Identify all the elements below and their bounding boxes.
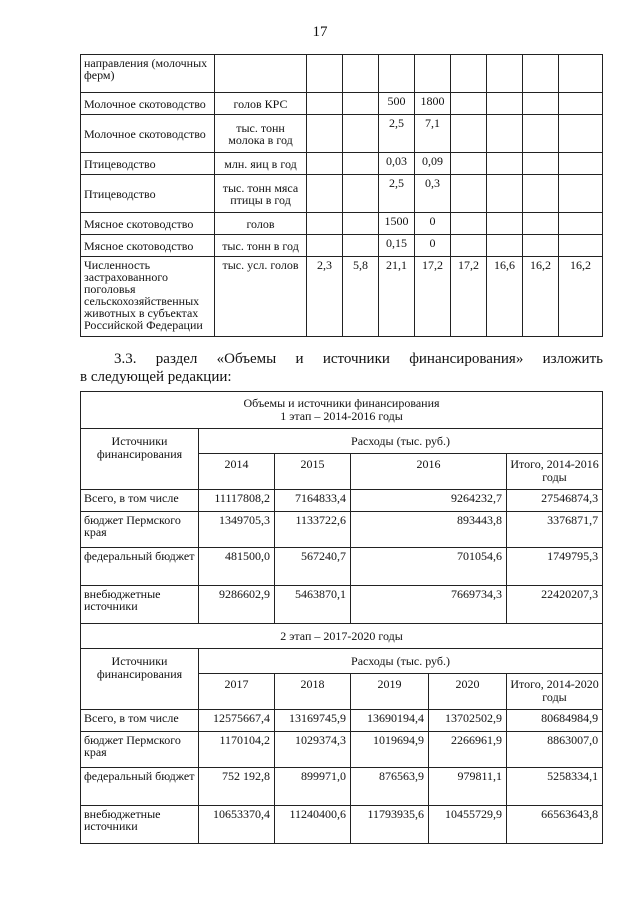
value-cell: 1349705,3 [199,512,275,548]
indicator-value [343,55,379,93]
indicator-value [487,175,523,213]
indicator-row [81,93,603,115]
value-cell: 13169745,9 [275,710,351,732]
paragraph-line-2: в следующей редакции: [80,369,232,385]
financing-title-line1: Объемы и источники финансирования [243,396,440,410]
indicator-value [415,55,451,93]
indicator-value: 1800 [415,93,451,115]
value-cell: 9286602,9 [199,586,275,624]
indicator-row [81,213,603,235]
indicator-row [81,153,603,175]
value-cell: 11793935,6 [351,806,429,844]
indicator-value [487,153,523,175]
value-cell: 8863007,0 [507,732,603,768]
indicator-name: Молочное скотоводство [81,115,215,153]
indicator-value: 1500 [379,213,415,235]
indicator-unit: тыс. тонн молока в год [215,115,307,153]
value-cell: 11240400,6 [275,806,351,844]
indicator-value [307,153,343,175]
indicator-value [307,115,343,153]
indicator-value: 16,2 [559,257,603,337]
value-cell: 80684984,9 [507,710,603,732]
indicator-value [559,153,603,175]
indicator-value: 5,8 [343,257,379,337]
indicator-value: 0 [415,235,451,257]
year-header: 2019 [351,674,429,710]
indicator-value [451,175,487,213]
indicator-value [307,93,343,115]
indicator-value [451,213,487,235]
indicator-row [81,235,603,257]
indicator-value [451,153,487,175]
indicator-unit: тыс. тонн в год [215,235,307,257]
para-word: «Объемы [216,351,277,367]
year-header: 2014 [199,454,275,490]
value-cell: 22420207,3 [507,586,603,624]
para-word: изложить [542,351,603,367]
value-cell: 752 192,8 [199,768,275,806]
indicator-value [487,115,523,153]
year-header: 2015 [275,454,351,490]
indicator-name: Мясное скотоводство [81,235,215,257]
indicator-value [523,55,559,93]
indicator-value [343,235,379,257]
para-word: 3.3. [114,351,137,367]
value-cell: 5463870,1 [275,586,351,624]
value-cell: 66563643,8 [507,806,603,844]
indicator-value: 7,1 [415,115,451,153]
indicator-unit: тыс. тонн мяса птицы в год [215,175,307,213]
indicator-value [523,235,559,257]
total-header: Итого, 2014-2020 годы [507,674,603,710]
indicator-value [343,175,379,213]
row-label: Всего, в том числе [81,490,199,512]
indicator-value [343,115,379,153]
row-label: Всего, в том числе [81,710,199,732]
year-header: 2020 [429,674,507,710]
paragraph-line-1 [80,350,603,368]
year-header: 2017 [199,674,275,710]
value-cell: 1170104,2 [199,732,275,768]
indicator-value [343,153,379,175]
indicator-unit: млн. яиц в год [215,153,307,175]
indicator-value: 17,2 [415,257,451,337]
value-cell: 10455729,9 [429,806,507,844]
indicator-name: Молочное скотоводство [81,93,215,115]
indicator-value [523,175,559,213]
indicator-value: 0,03 [379,153,415,175]
para-word: финансирования» [409,351,524,367]
indicator-unit: голов [215,213,307,235]
total-header: Итого, 2014-2016 годы [507,454,603,490]
indicator-value [379,55,415,93]
indicator-value [307,55,343,93]
sources-header: Источники финансирования [81,429,199,490]
indicator-value: 16,2 [523,257,559,337]
row-label: внебюджетные источники [81,586,199,624]
value-cell: 876563,9 [351,768,429,806]
indicator-value: 500 [379,93,415,115]
para-word: источники [322,351,390,367]
indicator-name: направления (молочных ферм) [81,55,215,93]
indicator-value: 16,6 [487,257,523,337]
value-cell: 3376871,7 [507,512,603,548]
indicator-value: 0,3 [415,175,451,213]
para-word: раздел [155,351,198,367]
indicator-unit: тыс. усл. голов [215,257,307,337]
value-cell: 1019694,9 [351,732,429,768]
value-cell: 27546874,3 [507,490,603,512]
financing-title [81,392,603,429]
indicator-unit [215,55,307,93]
indicator-value: 2,3 [307,257,343,337]
indicator-value [559,213,603,235]
indicator-value [559,175,603,213]
value-cell: 13702502,9 [429,710,507,732]
indicator-value [451,55,487,93]
indicator-name: Птицеводство [81,153,215,175]
expenses-header: Расходы (тыс. руб.) [199,429,603,454]
indicator-value: 17,2 [451,257,487,337]
indicator-value [487,213,523,235]
row-label: бюджет Пермского края [81,732,199,768]
value-cell: 893443,8 [351,512,507,548]
value-cell: 1133722,6 [275,512,351,548]
para-word: и [295,351,304,367]
value-cell: 13690194,4 [351,710,429,732]
indicator-value [523,115,559,153]
value-cell: 2266961,9 [429,732,507,768]
value-cell: 979811,1 [429,768,507,806]
indicator-row [81,55,603,93]
indicator-name: Птицеводство [81,175,215,213]
indicator-value [559,115,603,153]
indicator-value: 2,5 [379,175,415,213]
expenses-header: Расходы (тыс. руб.) [199,649,603,674]
indicator-row [81,175,603,213]
indicator-value: 0,09 [415,153,451,175]
indicator-value: 2,5 [379,115,415,153]
row-label: внебюджетные источники [81,806,199,844]
page-number: 17 [312,24,328,40]
indicator-value [307,175,343,213]
value-cell: 1749795,3 [507,548,603,586]
indicator-value [559,93,603,115]
financing-table [80,391,603,844]
value-cell: 7164833,4 [275,490,351,512]
value-cell: 899971,0 [275,768,351,806]
indicator-value: 0 [415,213,451,235]
value-cell: 12575667,4 [199,710,275,732]
value-cell: 11117808,2 [199,490,275,512]
indicator-value: 21,1 [379,257,415,337]
indicator-value [343,213,379,235]
indicator-value [523,93,559,115]
indicator-value [523,213,559,235]
value-cell: 1029374,3 [275,732,351,768]
indicator-value [451,93,487,115]
year-header: 2016 [351,454,507,490]
value-cell: 9264232,7 [351,490,507,512]
year-header: 2018 [275,674,351,710]
row-label: бюджет Пермского края [81,512,199,548]
value-cell: 7669734,3 [351,586,507,624]
indicator-value [307,235,343,257]
indicator-value [451,115,487,153]
indicator-value [487,93,523,115]
indicator-value [523,153,559,175]
value-cell: 10653370,4 [199,806,275,844]
indicator-row [81,115,603,153]
indicator-unit: голов КРС [215,93,307,115]
value-cell: 701054,6 [351,548,507,586]
row-label: федеральный бюджет [81,768,199,806]
sources-header: Источники финансирования [81,649,199,710]
stage2-title: 2 этап – 2017-2020 годы [81,624,603,649]
row-label: федеральный бюджет [81,548,199,586]
indicator-value [559,235,603,257]
indicator-value [487,55,523,93]
indicator-row [81,257,603,337]
indicator-value: 0,15 [379,235,415,257]
indicator-value [343,93,379,115]
value-cell: 567240,7 [275,548,351,586]
indicator-value [307,213,343,235]
indicator-value [559,55,603,93]
value-cell: 5258334,1 [507,768,603,806]
indicator-value [451,235,487,257]
stage1-title: 1 этап – 2014-2016 годы [280,409,403,423]
indicator-value [487,235,523,257]
indicator-name: Мясное скотоводство [81,213,215,235]
value-cell: 481500,0 [199,548,275,586]
indicator-name: Численность застрахованного поголовья сельскохозяйственных животных в субъектах Российской Федерации [81,257,215,337]
indicators-table [80,54,603,337]
